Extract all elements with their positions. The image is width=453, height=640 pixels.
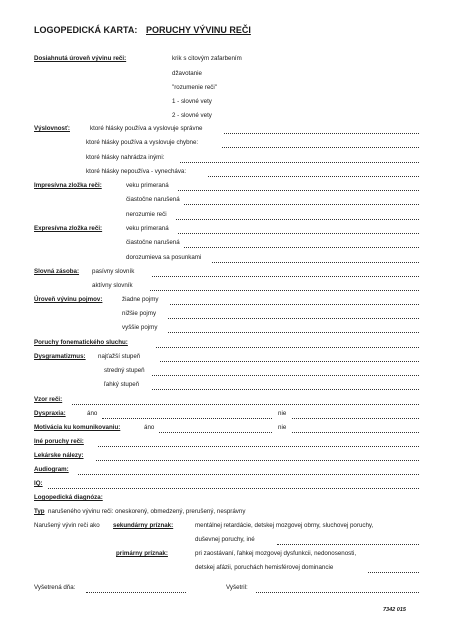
slovna-zasoba-option: aktívny slovník [92,282,133,289]
ine-field[interactable] [98,439,419,447]
slovna-zasoba-option: pasívny slovník [92,268,135,275]
motivacia-label: Motivácia ku komunikovaniu: [34,424,121,431]
dyspraxia-yes: áno [87,410,98,417]
audiogram-label: Audiogram: [34,466,69,473]
dysgramatizmus-option: najťažší stupeň [98,353,141,360]
impresivna-option: nerozumie reči [126,211,167,218]
narusenie-primary-line: detskej afázii, poruchách hemisférovej dominancie [195,564,334,571]
form-title-label: LOGOPEDICKÁ KARTA: [34,25,138,35]
dysgramatizmus-field[interactable] [152,382,419,390]
narusenie-secondary-field[interactable] [277,537,419,545]
vyslovnost-field[interactable] [224,126,419,134]
iq-label: IQ: [34,480,43,487]
dysgramatizmus-field[interactable] [160,354,419,362]
vyslovnost-field[interactable] [208,169,419,177]
narusenie-secondary-line: duševnej poruchy, iné [195,536,255,543]
vyslovnost-row: ktoré hlásky používa a vyslovuje správne [90,125,203,132]
pojmy-field[interactable] [170,297,419,305]
dosiahnuta-label: Dosiahnutá úroveň vývinu reči: [34,55,127,62]
dosiahnuta-option: 1 - slovné vety [172,98,212,105]
dosiahnuta-option: 2 - slovné vety [172,112,212,119]
pojmy-option: žiadne pojmy [122,296,159,303]
vyslovnost-label: Výslovnosť: [34,125,70,132]
ine-label: Iné poruchy reči: [34,438,84,445]
motivacia-no: nie [278,424,287,431]
motivacia-yes: áno [144,424,155,431]
audiogram-field[interactable] [78,467,419,475]
slovna-zasoba-field[interactable] [150,283,419,291]
impresivna-label: Impresívna zložka reči: [34,182,102,189]
examined-on-field[interactable] [86,585,186,593]
typ-text: narušeného vývinu reči: oneskorený, obmedzený, prerušený, nesprávny [48,508,246,515]
iq-field[interactable] [48,481,419,489]
motivacia-yes-field[interactable] [159,425,272,433]
lekarske-field[interactable] [96,453,419,461]
dysgramatizmus-option: stredný stupeň [104,367,145,374]
pojmy-option: nižšie pojmy [122,310,157,317]
dysgramatizmus-option: ľahký stupeň [104,381,140,388]
impresivna-field[interactable] [184,197,419,205]
motivacia-no-field[interactable] [292,425,419,433]
narusenie-primary-line: pri zaostávaní, ľahkej mozgovej dysfunkcii, nedonosenosti, [195,550,357,557]
narusenie-primary-field[interactable] [368,565,419,573]
expresivna-field[interactable] [178,226,419,234]
pojmy-label: Úroveň vývinu pojmov: [34,296,103,303]
dosiahnuta-option: krik s citovým zafarbením [172,55,242,62]
impresivna-field[interactable] [176,212,419,220]
lekarske-label: Lekárske nálezy: [34,452,84,459]
narusenie-primary-label: primárny príznak: [116,550,168,557]
typ-label: Typ [34,508,45,515]
dyspraxia-yes-field[interactable] [102,411,272,419]
form-title-topic: PORUCHY VÝVINU REČI [146,25,251,35]
examined-by-field[interactable] [256,585,419,593]
examined-on-label: Vyšetrená dňa: [34,584,76,591]
pojmy-field[interactable] [168,311,419,319]
vyslovnost-field[interactable] [180,155,419,163]
pojmy-field[interactable] [168,325,419,333]
dosiahnuta-option: džavotanie [172,70,202,77]
vyslovnost-row: ktoré hlásky používa a vyslovuje chybne: [86,139,199,146]
dyspraxia-no-field[interactable] [292,411,419,419]
dyspraxia-no: nie [278,410,287,417]
slovna-zasoba-label: Slovná zásoba: [34,268,80,275]
fonematicke-field[interactable] [156,340,419,348]
impresivna-option: čiastočne narušená [126,196,180,203]
fonematicke-label: Poruchy fonematického sluchu: [34,339,128,346]
impresivna-field[interactable] [178,183,419,191]
expresivna-field[interactable] [212,255,419,263]
expresivna-option: dorozumieva sa posunkami [126,254,202,261]
form-code: 7342 015 [383,607,406,613]
diagnoza-label: Logopedická diagnóza: [34,494,103,501]
vyslovnost-field[interactable] [222,140,419,148]
dosiahnuta-option: "rozumenie reči" [172,84,217,91]
pojmy-option: vyššie pojmy [122,324,158,331]
expresivna-option: veku primeraná [126,225,169,232]
dyspraxia-label: Dyspraxia: [34,410,66,417]
vzor-label: Vzor reči: [34,396,63,403]
vyslovnost-row: ktoré hlásky nepoužíva - vynecháva: [86,168,187,175]
narusenie-prefix: Narušený vývin reči ako [34,522,100,529]
expresivna-field[interactable] [184,240,419,248]
vzor-field[interactable] [72,397,419,405]
impresivna-option: veku primeraná [126,182,169,189]
dysgramatizmus-label: Dysgramatizmus: [34,353,86,360]
form-title [34,25,137,35]
examined-by-label: Vyšetril: [226,584,248,591]
expresivna-label: Expresívna zložka reči: [34,225,103,232]
slovna-zasoba-field[interactable] [152,269,419,277]
vyslovnost-row: ktoré hlásky nahrádza inými: [86,154,165,161]
narusenie-secondary-line: mentálnej retardácie, detskej mozgovej obrny, sluchovej poruchy, [195,522,374,529]
dysgramatizmus-field[interactable] [152,368,419,376]
narusenie-secondary-label: sekundárny príznak: [113,522,174,529]
expresivna-option: čiastočne narušená [126,239,180,246]
